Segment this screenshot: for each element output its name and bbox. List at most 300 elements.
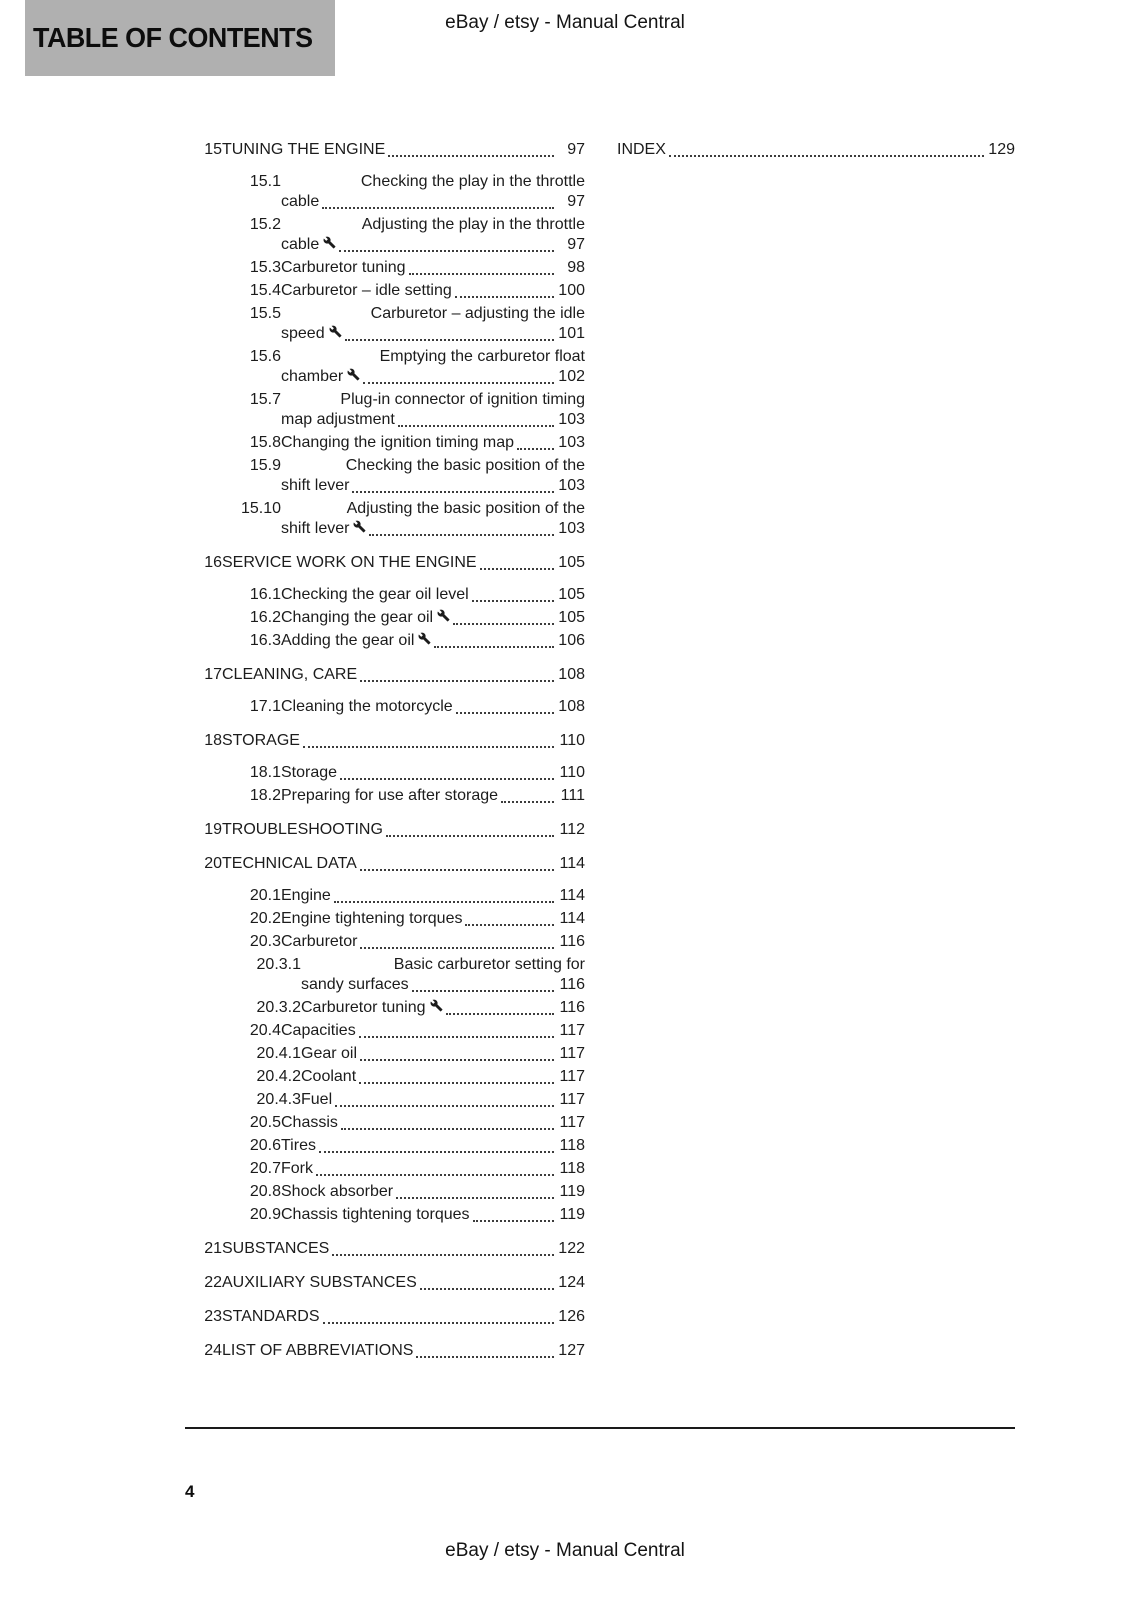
dot-leader bbox=[454, 281, 555, 301]
toc-entry bbox=[185, 854, 585, 874]
toc-entry-number: 20.3.2 bbox=[256, 999, 301, 1016]
toc-entry-number: 15.2 bbox=[249, 216, 281, 233]
toc-entry-text: sandy surfaces bbox=[301, 976, 409, 993]
toc-entry-page: 97 bbox=[567, 236, 585, 253]
dot-leader bbox=[339, 763, 555, 783]
toc-entry-text: Storage bbox=[281, 764, 338, 781]
toc-entry-page: 124 bbox=[558, 1274, 585, 1291]
toc-entry-number: 23 bbox=[204, 1308, 222, 1325]
toc-entry-text: TROUBLESHOOTING bbox=[222, 821, 383, 838]
toc-entry-lastline bbox=[281, 1182, 585, 1202]
toc-entry-page: 126 bbox=[558, 1308, 585, 1325]
toc-entry bbox=[185, 1159, 585, 1179]
toc-entry-text: map adjustment bbox=[281, 411, 395, 428]
dot-leader bbox=[433, 631, 555, 651]
toc-entry-text: Changing the gear oil bbox=[281, 609, 434, 626]
toc-entry-lastline bbox=[301, 1044, 585, 1064]
toc-entry bbox=[185, 499, 585, 539]
toc-entry bbox=[185, 433, 585, 453]
toc-entry-lastline bbox=[301, 1067, 585, 1087]
toc-entry-text: Fuel bbox=[301, 1091, 333, 1108]
toc-entry-lastline bbox=[281, 1021, 585, 1041]
toc-entry-text: Capacities bbox=[281, 1022, 356, 1039]
toc-entry bbox=[185, 1090, 585, 1110]
toc-entry-lastline bbox=[222, 820, 585, 840]
toc-entry-body bbox=[301, 1067, 585, 1087]
toc-entry-body bbox=[281, 886, 585, 906]
toc-entry-text: Preparing for use after storage bbox=[281, 787, 499, 804]
toc-entry-page: 97 bbox=[567, 141, 585, 158]
footer-page-number: 4 bbox=[185, 1482, 195, 1501]
toc-entry-text: shift lever bbox=[281, 477, 350, 494]
dot-leader bbox=[358, 1021, 555, 1041]
toc-entry bbox=[185, 390, 585, 430]
toc-entry-lastline bbox=[281, 476, 585, 496]
toc-entry-number: 16.1 bbox=[249, 586, 281, 603]
toc-entry-number: 15.9 bbox=[249, 457, 281, 474]
toc-entry-lastline bbox=[281, 786, 585, 806]
dot-leader bbox=[315, 1159, 555, 1179]
toc-entry-page: 117 bbox=[559, 1091, 585, 1108]
toc-entry-lastline bbox=[281, 1136, 585, 1156]
toc-entry-body bbox=[281, 215, 585, 255]
toc-entry-page: 100 bbox=[558, 282, 585, 299]
toc-entry-body bbox=[281, 281, 585, 301]
toc-entry-lastline bbox=[222, 1273, 585, 1293]
toc-entry-page: 105 bbox=[558, 609, 585, 626]
toc-entry bbox=[185, 553, 585, 573]
toc-entry-number: 16.2 bbox=[249, 609, 281, 626]
toc-entry-lastline bbox=[222, 1307, 585, 1327]
toc-entry bbox=[185, 140, 585, 160]
toc-entry-text: Carburetor – idle setting bbox=[281, 282, 452, 299]
toc-entry-text: Checking the gear oil level bbox=[281, 586, 469, 603]
toc-entry-page: 118 bbox=[559, 1137, 585, 1154]
toc-entry bbox=[185, 697, 585, 717]
dot-leader bbox=[408, 258, 555, 278]
dot-leader bbox=[464, 909, 555, 929]
toc-entry-number: 20.3.1 bbox=[256, 956, 301, 973]
toc-entry-body bbox=[222, 140, 585, 160]
toc-entry bbox=[185, 172, 585, 212]
toc-entry-body bbox=[617, 140, 1015, 160]
toc-entry-lastline bbox=[281, 697, 585, 717]
toc-entry bbox=[185, 1273, 585, 1293]
toc-entry-number: 20.8 bbox=[249, 1183, 281, 1200]
toc-entry-number: 20.9 bbox=[249, 1206, 281, 1223]
toc-entry-number: 19 bbox=[204, 821, 222, 838]
dot-leader bbox=[344, 324, 555, 344]
toc-entry-text: Adjusting the play in the throttle bbox=[361, 216, 585, 233]
dot-leader bbox=[471, 585, 555, 605]
toc-entry-text: Shock absorber bbox=[281, 1183, 394, 1200]
toc-entry-lastline bbox=[281, 367, 585, 387]
toc-entry-text: Chassis bbox=[281, 1114, 338, 1131]
toc-entry bbox=[185, 886, 585, 906]
toc-entry-text: SERVICE WORK ON THE ENGINE bbox=[222, 554, 477, 571]
toc-entry-lastline bbox=[281, 433, 585, 453]
toc-entry-number: 15.10 bbox=[240, 500, 281, 517]
toc-entry-body bbox=[281, 1205, 585, 1225]
dot-leader bbox=[359, 854, 555, 874]
toc-entry-text: SUBSTANCES bbox=[222, 1240, 330, 1257]
dot-leader bbox=[340, 1113, 555, 1133]
dot-leader bbox=[411, 975, 555, 995]
toc-entry-number: 15.4 bbox=[249, 282, 281, 299]
toc-entry-page: 116 bbox=[559, 933, 585, 950]
toc-entry-body bbox=[281, 499, 585, 539]
wrench-icon bbox=[347, 368, 360, 381]
toc-entry-body bbox=[222, 1273, 585, 1293]
toc-entry-text: speed bbox=[281, 325, 325, 342]
toc-entry-page: 129 bbox=[988, 141, 1015, 158]
toc-entry-number: 20.1 bbox=[249, 887, 281, 904]
toc-entry bbox=[185, 585, 585, 605]
toc-entry bbox=[185, 1067, 585, 1087]
wrench-icon bbox=[418, 632, 431, 645]
toc-entry-number: 20.4.2 bbox=[256, 1068, 301, 1085]
toc-entry-number: 20.7 bbox=[249, 1160, 281, 1177]
dot-leader bbox=[479, 553, 555, 573]
toc-entry-page: 112 bbox=[559, 821, 585, 838]
toc-entry-page: 114 bbox=[559, 910, 585, 927]
toc-entry bbox=[185, 932, 585, 952]
toc-entry-body bbox=[281, 1136, 585, 1156]
dot-leader bbox=[445, 998, 555, 1018]
dot-leader bbox=[397, 410, 555, 430]
dot-leader bbox=[415, 1341, 555, 1361]
dot-leader bbox=[359, 1044, 555, 1064]
toc-entry-lastline bbox=[281, 1113, 585, 1133]
toc-entry-body bbox=[281, 585, 585, 605]
toc-entry bbox=[185, 1044, 585, 1064]
toc-entry bbox=[185, 1182, 585, 1202]
toc-entry-text: AUXILIARY SUBSTANCES bbox=[222, 1274, 417, 1291]
toc-entry-text: Changing the ignition timing map bbox=[281, 434, 515, 451]
toc-entry-lastline bbox=[222, 854, 585, 874]
toc-entry bbox=[185, 456, 585, 496]
toc-entry-text: Checking the play in the throttle bbox=[360, 173, 585, 190]
toc-entry-page: 106 bbox=[558, 632, 585, 649]
dot-leader bbox=[302, 731, 555, 751]
toc-entry-number: 16 bbox=[204, 554, 222, 571]
toc-entry-body bbox=[281, 1182, 585, 1202]
toc-entry bbox=[185, 1021, 585, 1041]
toc-entry-lastline bbox=[222, 1341, 585, 1361]
toc-entry bbox=[185, 955, 585, 995]
toc-entry-body bbox=[281, 390, 585, 430]
toc-entry-lastline bbox=[281, 631, 585, 651]
dot-leader bbox=[368, 519, 555, 539]
toc-entry-body bbox=[222, 665, 585, 685]
toc-entry-page: 114 bbox=[559, 855, 585, 872]
toc-entry-number: 20.4.3 bbox=[256, 1091, 301, 1108]
toc-entry-body bbox=[281, 631, 585, 651]
toc-entry-page: 117 bbox=[559, 1022, 585, 1039]
dot-leader bbox=[668, 140, 985, 160]
toc-entry-number: 20 bbox=[204, 855, 222, 872]
toc-entry-lastline bbox=[281, 608, 585, 628]
document-header-title: eBay / etsy - Manual Central bbox=[445, 12, 685, 33]
toc-entry bbox=[185, 665, 585, 685]
toc-entry-page: 97 bbox=[567, 193, 585, 210]
toc-entry bbox=[185, 731, 585, 751]
toc-entry-text: Carburetor – adjusting the idle bbox=[370, 305, 585, 322]
toc-entry bbox=[185, 998, 585, 1018]
toc-entry-body bbox=[281, 1159, 585, 1179]
toc-entry-body bbox=[222, 1239, 585, 1259]
toc-entry-text: STORAGE bbox=[222, 732, 300, 749]
toc-entry-page: 105 bbox=[558, 586, 585, 603]
toc-entry-lastline bbox=[301, 998, 585, 1018]
toc-entry-text: INDEX bbox=[617, 141, 666, 158]
toc-entry-text: cable bbox=[281, 193, 320, 210]
dot-leader bbox=[362, 367, 555, 387]
wrench-icon bbox=[323, 236, 336, 249]
toc-entry-lastline bbox=[281, 410, 585, 430]
toc-entry-text: Carburetor bbox=[281, 933, 358, 950]
toc-entry-number: 20.2 bbox=[249, 910, 281, 927]
toc-entry-body bbox=[222, 1341, 585, 1361]
toc-entry-number: 15.8 bbox=[249, 434, 281, 451]
toc-entry-text: Basic carburetor setting for bbox=[393, 956, 585, 973]
toc-entry-lastline bbox=[281, 909, 585, 929]
toc-entry-page: 101 bbox=[558, 325, 585, 342]
toc-entry-body bbox=[281, 258, 585, 278]
toc-entry-body bbox=[281, 763, 585, 783]
toc-entry-text: shift lever bbox=[281, 520, 350, 537]
toc-entry-lastline bbox=[281, 192, 585, 212]
toc-entry-number: 15.7 bbox=[249, 391, 281, 408]
toc-entry-body bbox=[301, 1090, 585, 1110]
dot-leader bbox=[419, 1273, 555, 1293]
toc-entry-number: 24 bbox=[204, 1342, 222, 1359]
toc-entry bbox=[185, 608, 585, 628]
toc-entry bbox=[185, 258, 585, 278]
toc-entry bbox=[185, 1307, 585, 1327]
dot-leader bbox=[333, 886, 555, 906]
toc-entry-body bbox=[281, 433, 585, 453]
toc-entry-text: Tires bbox=[281, 1137, 316, 1154]
toc-entry-number: 15.6 bbox=[249, 348, 281, 365]
toc-entry-page: 116 bbox=[559, 999, 585, 1016]
toc-entry-number: 15.5 bbox=[249, 305, 281, 322]
toc-entry-number: 20.4 bbox=[249, 1022, 281, 1039]
toc-entry-lastline bbox=[222, 731, 585, 751]
toc-entry-number: 17 bbox=[204, 666, 222, 683]
toc-entry-body bbox=[222, 820, 585, 840]
toc-entry-lastline bbox=[281, 763, 585, 783]
toc-entry-page: 108 bbox=[558, 698, 585, 715]
toc-entry-number: 20.6 bbox=[249, 1137, 281, 1154]
toc-entry-text: Plug-in connector of ignition timing bbox=[340, 391, 585, 408]
toc-entry-body bbox=[222, 1307, 585, 1327]
dot-leader bbox=[322, 1307, 556, 1327]
toc-entry-lastline bbox=[281, 1205, 585, 1225]
dot-leader bbox=[472, 1205, 555, 1225]
toc-entry-text: Engine tightening torques bbox=[281, 910, 463, 927]
dot-leader bbox=[452, 608, 555, 628]
dot-leader bbox=[338, 235, 555, 255]
dot-leader bbox=[387, 140, 555, 160]
toc-entry-body bbox=[281, 608, 585, 628]
toc-entry-text: Cleaning the motorcycle bbox=[281, 698, 453, 715]
toc-entry bbox=[185, 786, 585, 806]
toc-entry-number: 22 bbox=[204, 1274, 222, 1291]
toc-entry-body bbox=[222, 731, 585, 751]
toc-entry-page: 119 bbox=[559, 1183, 585, 1200]
toc-entry bbox=[185, 281, 585, 301]
toc-entry-text: Checking the basic position of the bbox=[345, 457, 585, 474]
toc-entry bbox=[185, 1341, 585, 1361]
toc-left-column bbox=[185, 126, 585, 1373]
toc-entry-body bbox=[222, 854, 585, 874]
toc-entry-lastline bbox=[281, 235, 585, 255]
toc-entry-number: 17.1 bbox=[249, 698, 281, 715]
wrench-icon bbox=[430, 999, 443, 1012]
toc-entry-page: 114 bbox=[559, 887, 585, 904]
toc-entry-text: Carburetor tuning bbox=[301, 999, 426, 1016]
toc-entry-body bbox=[301, 1044, 585, 1064]
dot-leader bbox=[359, 665, 555, 685]
dot-leader bbox=[359, 932, 555, 952]
toc-entry-page: 98 bbox=[567, 259, 585, 276]
wrench-icon bbox=[329, 325, 342, 338]
toc-entry-page: 103 bbox=[558, 520, 585, 537]
toc-entry-lastline bbox=[281, 258, 585, 278]
toc-entry-text: LIST OF ABBREVIATIONS bbox=[222, 1342, 414, 1359]
toc-entry-body bbox=[281, 1021, 585, 1041]
toc-entry-page: 103 bbox=[558, 477, 585, 494]
toc-entry-body bbox=[281, 172, 585, 212]
toc-entry-number: 15.3 bbox=[249, 259, 281, 276]
toc-entry-page: 110 bbox=[559, 732, 585, 749]
dot-leader bbox=[321, 192, 555, 212]
toc-entry-body bbox=[281, 347, 585, 387]
toc-entry-page: 117 bbox=[559, 1045, 585, 1062]
toc-entry-text: Adding the gear oil bbox=[281, 632, 415, 649]
toc-entry-lastline bbox=[281, 932, 585, 952]
toc-entry-body bbox=[281, 697, 585, 717]
toc-entry-page: 122 bbox=[558, 1240, 585, 1257]
toc-entry-lastline bbox=[281, 519, 585, 539]
toc-entry-lastline bbox=[301, 1090, 585, 1110]
toc-entry bbox=[185, 820, 585, 840]
toc-entry-lastline bbox=[281, 324, 585, 344]
toc-entry-lastline bbox=[222, 1239, 585, 1259]
toc-entry-number: 15 bbox=[204, 141, 222, 158]
dot-leader bbox=[334, 1090, 555, 1110]
toc-entry-text: chamber bbox=[281, 368, 344, 385]
toc-entry-number: 18.2 bbox=[249, 787, 281, 804]
toc-entry-number: 15.1 bbox=[249, 173, 281, 190]
dot-leader bbox=[351, 476, 555, 496]
toc-entry-body bbox=[301, 955, 585, 995]
toc-entry-number: 20.4.1 bbox=[256, 1045, 301, 1062]
dot-leader bbox=[318, 1136, 555, 1156]
toc-entry-number: 18.1 bbox=[249, 764, 281, 781]
toc-entry-page: 108 bbox=[558, 666, 585, 683]
toc-entry-lastline bbox=[222, 140, 585, 160]
dot-leader bbox=[331, 1239, 555, 1259]
dot-leader bbox=[455, 697, 555, 717]
toc-entry-page: 116 bbox=[559, 976, 585, 993]
toc-entry bbox=[185, 215, 585, 255]
toc-entry-text: Emptying the carburetor float bbox=[379, 348, 585, 365]
toc-entry-page: 110 bbox=[559, 764, 585, 781]
toc-entry-page: 103 bbox=[558, 411, 585, 428]
toc-entry-text: Engine bbox=[281, 887, 331, 904]
toc-entry-lastline bbox=[222, 665, 585, 685]
toc-entry-page: 119 bbox=[559, 1206, 585, 1223]
toc-entry-text: cable bbox=[281, 236, 320, 253]
dot-leader bbox=[516, 433, 555, 453]
toc-entry-lastline bbox=[301, 975, 585, 995]
toc-entry-number: 20.3 bbox=[249, 933, 281, 950]
toc-entry-text: Fork bbox=[281, 1160, 313, 1177]
toc-entry-text: Gear oil bbox=[301, 1045, 358, 1062]
toc-entry-lastline bbox=[281, 585, 585, 605]
toc-entry bbox=[185, 763, 585, 783]
toc-entry bbox=[185, 1239, 585, 1259]
toc-entry-page: 127 bbox=[558, 1342, 585, 1359]
toc-entry-text: STANDARDS bbox=[222, 1308, 320, 1325]
wrench-icon bbox=[353, 520, 366, 533]
toc-entry-lastline bbox=[281, 886, 585, 906]
toc-entry bbox=[185, 909, 585, 929]
toc-entry-body bbox=[281, 1113, 585, 1133]
toc-entry-page: 103 bbox=[558, 434, 585, 451]
dot-leader bbox=[358, 1067, 555, 1087]
toc-entry-text: Coolant bbox=[301, 1068, 357, 1085]
dot-leader bbox=[500, 786, 555, 806]
toc-entry-body bbox=[281, 909, 585, 929]
toc-entry-text: Carburetor tuning bbox=[281, 259, 406, 276]
toc-entry bbox=[185, 631, 585, 651]
toc-entry bbox=[185, 304, 585, 344]
toc-entry bbox=[617, 140, 1015, 160]
toc-entry bbox=[185, 347, 585, 387]
toc-entry-number: 16.3 bbox=[249, 632, 281, 649]
dot-leader bbox=[395, 1182, 555, 1202]
toc-entry-text: Adjusting the basic position of the bbox=[346, 500, 585, 517]
toc-entry-page: 117 bbox=[559, 1068, 585, 1085]
dot-leader bbox=[385, 820, 555, 840]
toc-entry-page: 111 bbox=[560, 787, 585, 804]
toc-entry-lastline bbox=[281, 281, 585, 301]
toc-entry-body bbox=[281, 932, 585, 952]
toc-entry bbox=[185, 1205, 585, 1225]
toc-entry-number: 20.5 bbox=[249, 1114, 281, 1131]
toc-entry bbox=[185, 1136, 585, 1156]
wrench-icon bbox=[437, 609, 450, 622]
toc-right-column bbox=[617, 126, 1015, 172]
toc-entry-number: 18 bbox=[204, 732, 222, 749]
toc-entry-body bbox=[281, 786, 585, 806]
toc-entry-lastline bbox=[222, 553, 585, 573]
toc-entry-body bbox=[301, 998, 585, 1018]
toc-entry-text: TUNING THE ENGINE bbox=[222, 141, 386, 158]
toc-entry-body bbox=[281, 456, 585, 496]
toc-entry-text: TECHNICAL DATA bbox=[222, 855, 357, 872]
toc-entry-page: 117 bbox=[559, 1114, 585, 1131]
toc-entry-lastline bbox=[281, 1159, 585, 1179]
toc-entry-page: 118 bbox=[559, 1160, 585, 1177]
toc-entry bbox=[185, 1113, 585, 1133]
toc-entry-body bbox=[222, 553, 585, 573]
toc-entry-lastline bbox=[617, 140, 1015, 160]
toc-entry-text: Chassis tightening torques bbox=[281, 1206, 470, 1223]
